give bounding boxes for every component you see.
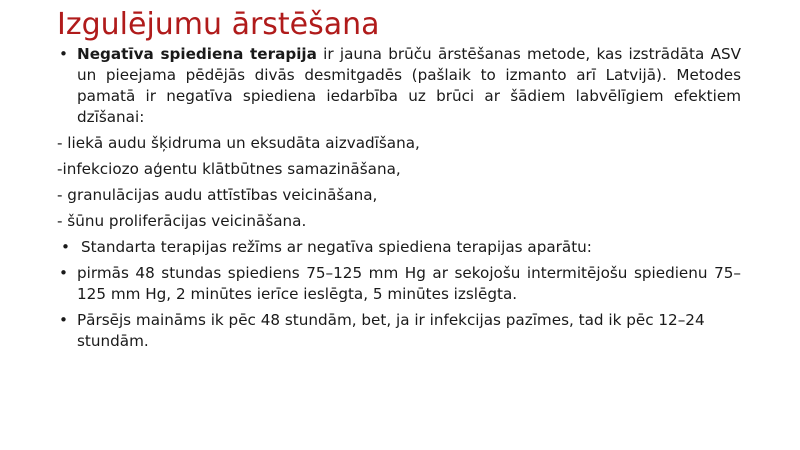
bullet-text: Standarta terapijas režīms ar negatīva spiediena terapijas aparātu: (81, 238, 592, 256)
bullet-dot-icon: • (59, 311, 68, 329)
bullet-text: ir jauna brūču ārstēšanas metode, kas izstrādāta ASV un pieejama pēdējās divās desmitgadēs (pašlaik to izmanto arī Latvijā). Metodes pamatā ir negatīva spiediena iedarbība uz brūci ar šādiem labvēlīgiem efektiem dzīšanai: (77, 45, 741, 126)
bullet-negative-pressure-therapy (57, 44, 741, 128)
dash-item-granulation: - granulācijas audu attīstības veicināšana, (57, 186, 378, 204)
bullet-text: pirmās 48 stundas spiediens 75–125 mm Hg ar sekojošu intermitējošu spiedienu 75–125 mm Hg, 2 minūtes ierīce ieslēgta, 5 minūtes izslēgta. (77, 264, 741, 303)
bullet-dressing-change (57, 310, 741, 352)
bullet-text: Pārsējs maināms ik pēc 48 stundām, bet, ja ir infekcijas pazīmes, tad ik pēc 12–24 stundām. (77, 311, 705, 350)
bullet-dot-icon: • (59, 45, 68, 63)
bullet-dot-icon: • (61, 238, 70, 256)
dash-item-fluid-drainage: - liekā audu šķidruma un eksudāta aizvadīšana, (57, 134, 420, 152)
slide-title: Izgulējumu ārstēšana (57, 7, 380, 42)
slide-content (57, 44, 741, 352)
bullet-standard-regime (57, 237, 741, 258)
bullet-dot-icon: • (59, 264, 68, 282)
dash-item-cell-proliferation: - šūnu proliferācijas veicināšana. (57, 212, 307, 230)
bold-term: Negatīva spiediena terapija (77, 45, 317, 63)
dash-item-infection-reduction: -infekciozo aģentu klātbūtnes samazināšana, (57, 160, 401, 178)
bullet-first-48-hours (57, 263, 741, 305)
